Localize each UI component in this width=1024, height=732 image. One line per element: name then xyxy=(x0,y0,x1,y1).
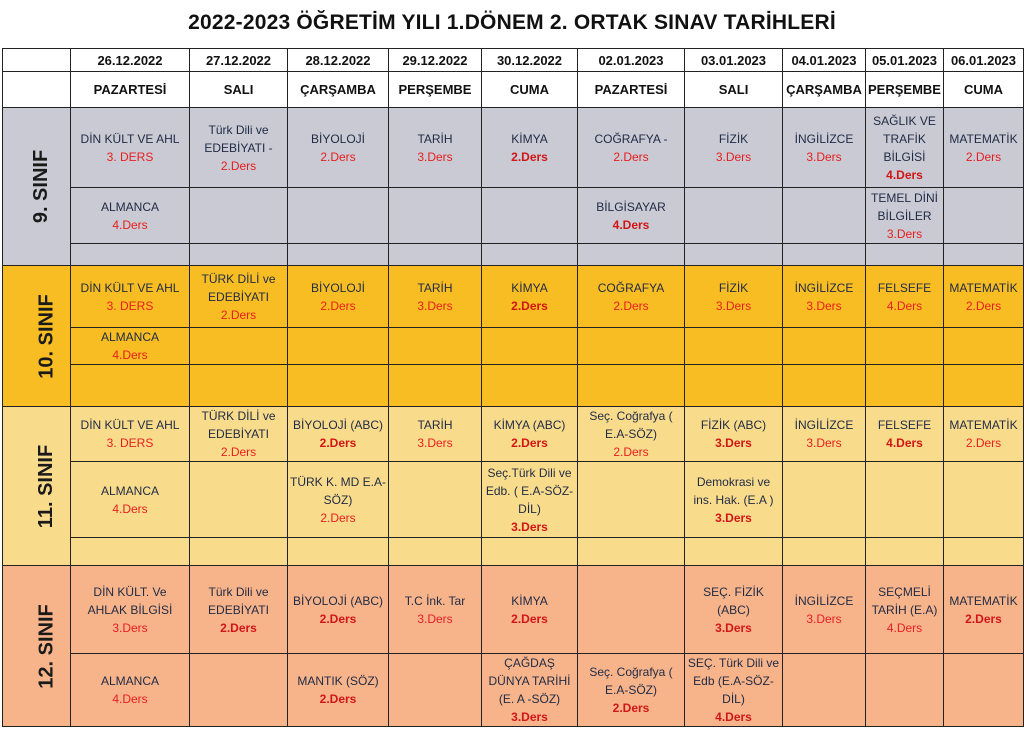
exam-period: 2.Ders xyxy=(965,611,1002,626)
exam-subject: BİYOLOJİ xyxy=(310,280,366,295)
exam-period: 4.Ders xyxy=(886,436,923,450)
exam-subject: İNGİLİZCE xyxy=(794,418,854,432)
empty-cell xyxy=(578,538,685,566)
empty-cell xyxy=(944,538,1024,566)
empty-cell xyxy=(71,244,190,266)
day-header: CUMA xyxy=(944,72,1024,108)
empty-cell xyxy=(866,328,944,365)
empty-cell xyxy=(389,328,482,365)
exam-cell xyxy=(71,407,190,462)
date-header: 02.01.2023 xyxy=(578,49,685,72)
exam-cell xyxy=(685,266,783,328)
empty-cell xyxy=(482,365,578,407)
empty-cell xyxy=(288,244,389,266)
empty-cell xyxy=(482,188,578,244)
empty-cell xyxy=(578,244,685,266)
exam-cell xyxy=(71,462,190,538)
exam-cell xyxy=(578,108,685,188)
date-header: 26.12.2022 xyxy=(71,49,190,72)
exam-subject: SAĞLIK VE TRAFİK BİLGİSİ xyxy=(873,113,936,164)
exam-period: 2.Ders xyxy=(612,701,650,715)
exam-subject: MATEMATİK xyxy=(949,593,1018,608)
empty-cell xyxy=(389,365,482,407)
empty-cell xyxy=(578,566,685,654)
empty-cell xyxy=(783,462,866,538)
exam-cell xyxy=(783,407,866,462)
grade-row xyxy=(3,188,1024,244)
exam-period: 2.Ders xyxy=(965,149,1002,164)
exam-cell xyxy=(288,407,389,462)
exam-period: 2.Ders xyxy=(511,298,548,313)
exam-period: 2.Ders xyxy=(320,510,356,525)
exam-subject: BİLGİSAYAR xyxy=(596,199,666,214)
exam-cell xyxy=(578,654,685,727)
exam-period: 2.Ders xyxy=(511,436,548,450)
exam-cell xyxy=(482,266,578,328)
empty-cell xyxy=(190,188,288,244)
exam-cell xyxy=(71,266,190,328)
exam-subject: DİN KÜLT VE AHL xyxy=(80,418,180,432)
exam-subject: TARİH xyxy=(417,280,453,295)
exam-cell xyxy=(944,266,1024,328)
empty-cell xyxy=(944,654,1024,727)
exam-period: 3.Ders xyxy=(715,436,752,450)
exam-cell xyxy=(71,188,190,244)
empty-cell xyxy=(288,365,389,407)
exam-subject: MATEMATİK xyxy=(949,131,1018,146)
exam-period: 3.Ders xyxy=(511,519,548,534)
empty-cell xyxy=(71,365,190,407)
exam-cell xyxy=(190,266,288,328)
grade-row xyxy=(3,328,1024,365)
grade-row xyxy=(3,407,1024,462)
exam-subject: TARİH xyxy=(417,131,453,146)
exam-period: 3.Ders xyxy=(715,149,752,164)
exam-period: 3.Ders xyxy=(886,226,923,241)
exam-period: 2.Ders xyxy=(319,436,357,450)
empty-cell xyxy=(288,538,389,566)
grade-row xyxy=(3,244,1024,266)
exam-period: 3. DERS xyxy=(106,149,154,164)
exam-subject: MATEMATİK xyxy=(949,280,1018,295)
date-header: 28.12.2022 xyxy=(288,49,389,72)
empty-cell xyxy=(944,365,1024,407)
empty-cell xyxy=(685,244,783,266)
exam-subject: Türk Dili ve EDEBİYATI - xyxy=(204,122,273,155)
exam-subject: ALMANCA xyxy=(100,674,159,688)
exam-subject: Türk Dili ve EDEBİYATI xyxy=(208,584,269,617)
day-header: SALI xyxy=(685,72,783,108)
empty-cell xyxy=(288,328,389,365)
exam-period: 3.Ders xyxy=(112,620,148,635)
exam-period: 3.Ders xyxy=(715,510,752,525)
exam-subject: FİZİK xyxy=(718,131,749,146)
exam-period: 3.Ders xyxy=(715,298,752,313)
exam-subject: BİYOLOJİ (ABC) xyxy=(292,593,384,608)
exam-period: 3.Ders xyxy=(417,436,453,450)
exam-period: 2.Ders xyxy=(613,445,649,459)
exam-cell xyxy=(389,266,482,328)
exam-cell xyxy=(685,407,783,462)
empty-cell xyxy=(866,538,944,566)
exam-period: 2.Ders xyxy=(220,445,257,459)
exam-subject: ALMANCA xyxy=(100,199,159,214)
exam-cell xyxy=(71,328,190,365)
empty-cell xyxy=(389,538,482,566)
exam-cell xyxy=(944,407,1024,462)
exam-period: 3. DERS xyxy=(106,436,154,450)
empty-cell xyxy=(190,538,288,566)
exam-cell xyxy=(578,407,685,462)
exam-cell xyxy=(866,566,944,654)
exam-subject: BİYOLOJİ (ABC) xyxy=(292,418,384,432)
exam-subject: ALMANCA xyxy=(100,483,159,498)
exam-cell xyxy=(783,266,866,328)
exam-cell xyxy=(866,266,944,328)
exam-subject: Seç.Türk Dili ve Edb. ( E.A-SÖZ-DİL) xyxy=(485,465,574,516)
corner-cell xyxy=(3,49,71,72)
date-header: 04.01.2023 xyxy=(783,49,866,72)
exam-cell xyxy=(944,108,1024,188)
corner-cell xyxy=(3,72,71,108)
exam-period: 4.Ders xyxy=(112,348,148,362)
exam-cell xyxy=(866,188,944,244)
exam-subject: KİMYA xyxy=(511,131,548,146)
date-header: 06.01.2023 xyxy=(944,49,1024,72)
exam-period: 2.Ders xyxy=(965,298,1002,313)
empty-cell xyxy=(389,654,482,727)
day-header: PAZARTESİ xyxy=(71,72,190,108)
day-header: PERŞEMBE xyxy=(866,72,944,108)
exam-period: 3.Ders xyxy=(806,611,842,626)
grade-row xyxy=(3,108,1024,188)
empty-cell xyxy=(578,365,685,407)
exam-period: 2.Ders xyxy=(319,692,357,706)
exam-subject: Demokrasi ve ins. Hak. (E.A ) xyxy=(693,474,774,507)
exam-cell xyxy=(578,266,685,328)
empty-cell xyxy=(944,462,1024,538)
exam-cell xyxy=(482,108,578,188)
grade-row xyxy=(3,462,1024,538)
exam-subject: COĞRAFYA xyxy=(597,280,665,295)
exam-subject: SEÇ. Türk Dili ve Edb (E.A-SÖZ-DİL) xyxy=(687,656,780,706)
grade-row xyxy=(3,654,1024,727)
grade-row xyxy=(3,266,1024,328)
day-header: CUMA xyxy=(482,72,578,108)
exam-period: 4.Ders xyxy=(886,298,923,313)
exam-cell xyxy=(866,407,944,462)
exam-cell xyxy=(389,566,482,654)
grade-label: 12. SINIF xyxy=(3,566,71,727)
exam-period: 2.Ders xyxy=(220,307,257,322)
grade-label: 9. SINIF xyxy=(3,108,71,266)
empty-cell xyxy=(190,365,288,407)
exam-period: 4.Ders xyxy=(112,217,148,232)
day-header-row xyxy=(3,72,1024,108)
date-header: 27.12.2022 xyxy=(190,49,288,72)
date-header: 03.01.2023 xyxy=(685,49,783,72)
empty-cell xyxy=(685,365,783,407)
exam-subject: KİMYA xyxy=(511,280,548,295)
exam-subject: ÇAĞDAŞ DÜNYA TARİHİ (E. A -SÖZ) xyxy=(488,656,571,706)
exam-cell xyxy=(288,654,389,727)
exam-subject: SEÇMELİ TARİH (E.A) xyxy=(871,584,938,617)
exam-cell xyxy=(482,566,578,654)
day-header: ÇARŞAMBA xyxy=(783,72,866,108)
exam-cell xyxy=(482,462,578,538)
exam-cell xyxy=(190,108,288,188)
grade-row xyxy=(3,566,1024,654)
exam-period: 2.Ders xyxy=(613,298,649,313)
exam-period: 2.Ders xyxy=(511,611,548,626)
empty-cell xyxy=(389,188,482,244)
empty-cell xyxy=(783,244,866,266)
exam-schedule-table xyxy=(2,48,1024,727)
empty-cell xyxy=(944,328,1024,365)
exam-subject: ALMANCA xyxy=(100,330,159,344)
exam-subject: TARİH xyxy=(417,418,453,432)
exam-cell xyxy=(71,108,190,188)
exam-cell xyxy=(389,108,482,188)
exam-cell xyxy=(71,654,190,727)
empty-cell xyxy=(190,654,288,727)
empty-cell xyxy=(783,654,866,727)
exam-period: 3.Ders xyxy=(511,710,548,724)
empty-cell xyxy=(190,244,288,266)
empty-cell xyxy=(389,244,482,266)
exam-subject: BİYOLOJİ xyxy=(310,131,366,146)
exam-cell xyxy=(190,407,288,462)
exam-cell xyxy=(866,108,944,188)
exam-cell xyxy=(482,407,578,462)
empty-cell xyxy=(944,188,1024,244)
exam-cell xyxy=(288,266,389,328)
empty-cell xyxy=(783,188,866,244)
exam-period: 2.Ders xyxy=(220,620,257,635)
exam-subject: FELSEFE xyxy=(877,280,932,295)
exam-cell xyxy=(288,462,389,538)
exam-subject: TÜRK DİLİ ve EDEBİYATI xyxy=(201,409,276,441)
exam-period: 2.Ders xyxy=(220,158,257,173)
exam-period: 3.Ders xyxy=(417,298,453,313)
exam-subject: DİN KÜLT VE AHL xyxy=(80,131,180,146)
exam-subject: MANTIK (SÖZ) xyxy=(297,674,379,688)
exam-subject: MATEMATİK xyxy=(949,418,1018,432)
exam-subject: COĞRAFYA - xyxy=(594,131,668,146)
exam-period: 3.Ders xyxy=(417,149,453,164)
exam-cell xyxy=(685,566,783,654)
day-header: PERŞEMBE xyxy=(389,72,482,108)
exam-period: 4.Ders xyxy=(886,620,923,635)
exam-subject: Seç. Coğrafya ( E.A-SÖZ) xyxy=(589,665,673,697)
exam-subject: İNGİLİZCE xyxy=(794,280,854,295)
exam-subject: DİN KÜLT. Ve AHLAK BİLGİSİ xyxy=(87,584,173,617)
exam-period: 4.Ders xyxy=(112,501,148,516)
empty-cell xyxy=(578,462,685,538)
exam-cell xyxy=(944,566,1024,654)
exam-period: 2.Ders xyxy=(319,611,357,626)
exam-subject: Seç. Coğrafya ( E.A-SÖZ) xyxy=(589,409,673,441)
empty-cell xyxy=(389,462,482,538)
exam-cell xyxy=(685,108,783,188)
day-header: PAZARTESİ xyxy=(578,72,685,108)
exam-cell xyxy=(578,188,685,244)
exam-subject: FELSEFE xyxy=(877,418,932,432)
empty-cell xyxy=(685,538,783,566)
empty-cell xyxy=(190,462,288,538)
exam-cell xyxy=(190,566,288,654)
exam-cell xyxy=(288,108,389,188)
exam-subject: TEMEL DİNİ BİLGİLER xyxy=(871,190,938,223)
exam-period: 4.Ders xyxy=(612,217,650,232)
empty-cell xyxy=(783,328,866,365)
page-title: 2022-2023 ÖĞRETİM YILI 1.DÖNEM 2. ORTAK SINAV TARİHLERİ xyxy=(188,11,836,34)
empty-cell xyxy=(866,654,944,727)
exam-period: 4.Ders xyxy=(112,692,148,706)
exam-period: 3.Ders xyxy=(806,436,842,450)
exam-period: 2.Ders xyxy=(965,436,1002,450)
exam-subject: DİN KÜLT VE AHL xyxy=(80,280,180,295)
empty-cell xyxy=(482,244,578,266)
exam-subject: T.C İnk. Tar xyxy=(404,593,466,608)
empty-cell xyxy=(685,328,783,365)
exam-period: 3.Ders xyxy=(715,620,752,635)
exam-cell xyxy=(482,654,578,727)
grade-label: 11. SINIF xyxy=(3,407,71,566)
exam-period: 2.Ders xyxy=(511,149,548,164)
date-header: 05.01.2023 xyxy=(866,49,944,72)
grade-row xyxy=(3,538,1024,566)
empty-cell xyxy=(866,244,944,266)
exam-period: 4.Ders xyxy=(886,167,923,182)
empty-cell xyxy=(866,462,944,538)
empty-cell xyxy=(866,365,944,407)
exam-cell xyxy=(288,566,389,654)
empty-cell xyxy=(288,188,389,244)
exam-period: 3.Ders xyxy=(806,298,842,313)
exam-subject: KİMYA xyxy=(511,593,548,608)
exam-cell xyxy=(685,462,783,538)
exam-subject: TÜRK DİLİ ve EDEBİYATI xyxy=(201,271,276,304)
date-header: 29.12.2022 xyxy=(389,49,482,72)
empty-cell xyxy=(190,328,288,365)
empty-cell xyxy=(783,365,866,407)
date-header: 30.12.2022 xyxy=(482,49,578,72)
exam-cell xyxy=(783,108,866,188)
exam-period: 2.Ders xyxy=(320,149,356,164)
exam-subject: FİZİK (ABC) xyxy=(700,418,767,432)
exam-period: 3.Ders xyxy=(806,149,842,164)
exam-period: 3. DERS xyxy=(106,298,154,313)
day-header: ÇARŞAMBA xyxy=(288,72,389,108)
grade-label: 10. SINIF xyxy=(3,266,71,407)
exam-cell xyxy=(389,407,482,462)
exam-subject: FİZİK xyxy=(718,280,749,295)
exam-subject: SEÇ. FİZİK (ABC) xyxy=(703,584,764,617)
exam-subject: TÜRK K. MD E.A-SÖZ) xyxy=(290,474,387,507)
exam-subject: İNGİLİZCE xyxy=(794,131,854,146)
day-header: SALI xyxy=(190,72,288,108)
empty-cell xyxy=(482,328,578,365)
empty-cell xyxy=(482,538,578,566)
exam-subject: KİMYA (ABC) xyxy=(493,418,566,432)
exam-period: 3.Ders xyxy=(417,611,453,626)
exam-cell xyxy=(685,654,783,727)
date-header-row xyxy=(3,49,1024,72)
exam-cell xyxy=(783,566,866,654)
grade-row xyxy=(3,365,1024,407)
exam-cell xyxy=(71,566,190,654)
empty-cell xyxy=(578,328,685,365)
exam-subject: İNGİLİZCE xyxy=(794,593,854,608)
exam-period: 4.Ders xyxy=(715,710,752,724)
empty-cell xyxy=(944,244,1024,266)
empty-cell xyxy=(71,538,190,566)
empty-cell xyxy=(685,188,783,244)
exam-period: 2.Ders xyxy=(613,149,649,164)
exam-period: 2.Ders xyxy=(320,298,356,313)
empty-cell xyxy=(783,538,866,566)
